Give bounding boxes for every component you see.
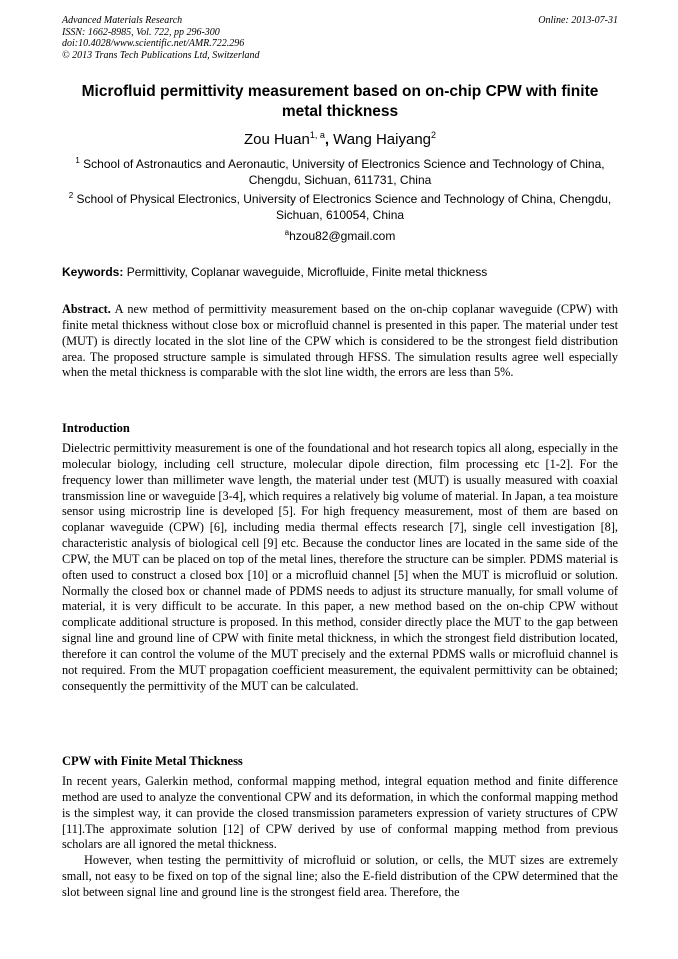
email-mark: a [284, 228, 290, 237]
section-heading-cpw: CPW with Finite Metal Thickness [62, 754, 243, 768]
author-1: Zou Huan [243, 131, 310, 148]
introduction-paragraph: Dielectric permittivity measurement is one of the foundational and hot research topics all along, especially in the molecular biology, including cell structure, molecular dipole direction, film processing etc [1-2]. For the frequency lower than millimeter wave length, the material under test (MUT) is usually measured with coaxial transmission line or waveguide [3-4], which requires a relatively big volume of material. In Japan, a tea moisture sensor using microstrip line is developed [5]. For high frequency measurement, most of them are based on coplanar waveguide (CPW) [6], including media thermal effects research [7], single cell investigation [8], characteristic analysis of biological cell [9] etc. Because the conductor lines are located in the same side of the CPW, the MUT can be placed on top of the metal lines, therefore the structure can be simpler. PDMS material is often used to construct a closed box [10] or a microfluid channel [5] when the MUT is microfluid or solution. Normally the closed box or channel made of PDMS needs to adjust its structure manually, for small volume of material, it is very difficult to be accurate. In this paper, a new method based on the on-chip CPW without complicate additional structure is proposed. In this method, consider directly place the MUT to the gap between signal line and ground line of CPW with finite metal thickness, in which the strongest field distribution located, therefore it can control the volume of the MUT precisely and the external PDMS walls or microfluid channel is not required. From the MUT propagation coefficient measurement, the equivalent permittivity can be obtained; consequently the permittivity of the MUT can be calculated. [62, 441, 618, 693]
affiliation-2-mark: 2 [68, 191, 74, 200]
keywords-label: Keywords: [62, 265, 124, 279]
affiliation-2 [62, 192, 618, 223]
abstract-text: A new method of permittivity measurement based on the on-chip coplanar waveguide (CPW) with finite metal thickness without close box or microfluid channel is presented in this paper. The material under test (MUT) is directly located in the slot line of the CPW which is considered to be the strongest field distribution area. The proposed structure sample is simulated through HFSS. The simulation results agree well especially when the metal thickness is comparable with the slot line width, the errors are less than 5%. [62, 302, 618, 380]
affiliation-1 [62, 157, 618, 188]
doi-line: doi:10.4028/www.scientific.net/AMR.722.296 [62, 38, 245, 50]
cpw-paragraph-2: However, when testing the permittivity of microfluid or solution, or cells, the MUT sizes are extremely small, not easy to be fixed on top of the signal line; also the E-field distribution of the CPW determined that the slot between signal line and ground line is the strongest field area. Therefore, the [62, 853, 618, 899]
online-date: Online: 2013-07-31 [538, 15, 618, 26]
affiliation-1-mark: 1 [75, 156, 80, 165]
author-1-affiliation-mark: 1, a [309, 130, 325, 140]
cpw-section-text [62, 774, 618, 901]
affiliation-1-text: School of Astronautics and Aeronautic, University of Electronics Science and Technology of China, Chengdu, Sichuan, 611731, China [79, 157, 605, 187]
journal-name: Advanced Materials Research [62, 15, 183, 26]
abstract [62, 302, 618, 381]
keywords [62, 265, 618, 280]
affiliation-2-text: School of Physical Electronics, University of Electronics Science and Technology of China, Chengdu, Sichuan, 610054, China [73, 192, 612, 222]
copyright-line: © 2013 Trans Tech Publications Ltd, Switzerland [62, 49, 260, 61]
author-list [62, 131, 618, 149]
cpw-paragraph-1: In recent years, Galerkin method, conformal mapping method, integral equation method and finite difference method are used to analyze the conventional CPW and its deformation, in which the conformal mapping method is the simplest way, it can provide the closed transmission parameters expression of variety structures of CPW [11].The approximate solution [12] of CPW derived by use of conformal mapping method from previous scholars are all ignored the metal thickness. [62, 774, 618, 852]
paper-title: Microfluid permittivity measurement based on on-chip CPW with finite metal thickness [81, 83, 599, 120]
keywords-text: Permittivity, Coplanar waveguide, Microfluide, Finite metal thickness [123, 265, 488, 279]
author-separator: , [324, 131, 330, 148]
introduction-text [62, 441, 618, 695]
author-2: Wang Haiyang [329, 131, 432, 148]
email-address: hzou82@gmail.com [289, 229, 396, 243]
journal-header [62, 15, 618, 61]
abstract-label: Abstract. [62, 302, 111, 316]
issn-line: ISSN: 1662-8985, Vol. 722, pp 296-300 [62, 26, 220, 38]
section-heading-introduction: Introduction [62, 421, 130, 435]
author-2-affiliation-mark: 2 [431, 130, 437, 140]
author-email [62, 229, 618, 244]
